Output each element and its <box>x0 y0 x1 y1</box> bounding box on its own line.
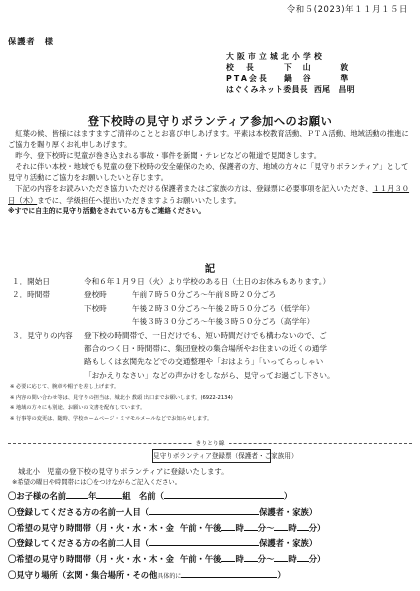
form-title-box: 見守りボランティア登録票（保護者・ご家族用） <box>152 449 271 463</box>
time-2-start-minute-field[interactable] <box>244 551 258 562</box>
letter-body <box>8 128 414 217</box>
form-intro: 城北小 児童の登下校の見守りボランティアに登録いたします。 <box>18 467 229 476</box>
sender-network: はぐくみネット委員長 西尾 昌明 <box>226 85 355 94</box>
form-row-child-name: 〇お子様の名前 年 組 名前（ ） <box>8 488 412 504</box>
schedule <box>84 288 314 328</box>
form-note: ※希望の曜日や時間帯には〇をつけながらご記入ください。 <box>12 479 181 486</box>
paragraph-instructions: 下記の内容をお読みいただき協力いただける保護者またはご家族の方は、登録票に必要事項を記入いただき、１１月３０日（木）までに、学級担任へ提出いただきますようお願いいたします。 <box>8 184 410 205</box>
time-1-end-minute-field[interactable] <box>297 520 309 531</box>
form-row-location: 〇見守り場所（玄関・集合場所・その他 具体的に ） <box>8 567 412 584</box>
issue-date: 令和５(2023)年１１月１５日 <box>286 4 408 14</box>
sender-school: 大阪市立城北小学校 <box>226 52 325 61</box>
time-2-start-hour-field[interactable] <box>221 551 235 562</box>
form-row-registrant-2: 〇登録してくださる方の名前二人目（ 保護者・家族） <box>8 535 412 551</box>
time-1-end-hour-field[interactable] <box>274 520 288 531</box>
item-time-slot: ２．時間帯 登校時 午前７時５０分ごろ～午前８時２０分ごろ 下校時 午後２時３０分ごろ～午後２時５０分ごろ（低学年） 午後３時３０分ごろ～午後３時５０分ごろ（高学年） <box>12 288 416 328</box>
sender-pta: PTA会長 鍋 谷 準 <box>226 74 350 83</box>
child-name-field[interactable] <box>164 488 284 499</box>
ki-heading: 記 <box>204 263 216 275</box>
activity-description: 登下校の時間帯で、一日だけでも、短い時間だけでも構わないので、ご 都合のつく日・時間帯に、集団登校の集合場所やお住まいの近くの通学 路もしくは玄関先などでの交通整理や「おはよう」「いってらっしゃい 「おかえりなさい」などの声かけをしながら、見守ってお過ごし下さい。 <box>84 330 335 380</box>
class-field[interactable] <box>96 488 122 499</box>
registrant-1-name-field[interactable] <box>149 504 259 515</box>
schedule-afternoon-lower: 下校時 午後２時３０分ごろ～午後２時５０分ごろ（低学年） <box>84 303 315 313</box>
grade-field[interactable] <box>66 488 88 499</box>
item-start-date: １．開始日 令和６年１月９日（火）より学校のある日（土日のお休みもあります。） <box>12 277 331 286</box>
registration-form <box>8 488 412 584</box>
registrant-2-name-field[interactable] <box>149 535 259 546</box>
time-1-start-hour-field[interactable] <box>221 520 235 531</box>
document-title: 登下校時の見守りボランティア参加へのお願い <box>87 115 333 128</box>
sender-principal: 校 長 下 山 敦 <box>226 63 350 72</box>
paragraph-note: ※すでに自主的に見守り活動をされている方もご連絡ください。 <box>8 206 206 215</box>
form-row-registrant-1: 〇登録してくださる方の名前一人目（ 保護者・家族） <box>8 504 412 520</box>
time-1-start-minute-field[interactable] <box>244 520 258 531</box>
sender-block <box>226 51 355 95</box>
note-changes: ※ 行事等の変更は、随時、学校ホームページ・ミマモルメールなどでお知らせします。 <box>10 415 213 422</box>
time-2-end-minute-field[interactable] <box>297 551 309 562</box>
time-2-end-hour-field[interactable] <box>274 551 288 562</box>
notes-list <box>10 382 414 424</box>
cut-line <box>0 438 420 448</box>
form-row-time-1: 〇希望の見守り時間帯（月・火・水・木・金 午前・午後 時 分～ 時 分） <box>8 520 412 536</box>
note-community: ※ 地域の方々にも別途、お願いの文書を配布しています。 <box>10 405 146 411</box>
schedule-morning: 登校時 午前７時５０分ごろ～午前８時２０分ごろ <box>84 290 277 300</box>
recipient: 保護者 様 <box>8 36 54 46</box>
paragraph-greeting: 紅葉の候、皆様にはますますご清祥のこととお喜び申しあげます。平素は本校教育活動、ＰＴＡ活動、地域活動の推進にご協力を賜り厚くお礼申しあげます。 <box>8 129 409 150</box>
paragraph-news: 昨今、登下校時に児童が巻き込まれる事故・事件を新聞・テレビなどの報道で見聞きします。 <box>15 151 322 161</box>
details-list <box>12 275 416 382</box>
note-contact: ※ 内容の問い合わせ等は、見守りの担当は、城北小 教頭 出口までお願いします。(6922-2134) <box>10 394 233 401</box>
deadline-date: １１月３０日（木） <box>8 184 410 205</box>
item-activity: ３．見守りの内容 登下校の時間帯で、一日だけでも、短い時間だけでも構わないので、ご 都合のつく日・時間帯に、集団登校の集合場所やお住まいの近くの通学 路もしくは玄関先などでの交通整理や「おはよう」「いってらっしゃい 「おかえりなさい」などの声かけをしながら、見守ってお過ごし下さい。 <box>12 329 416 383</box>
location-field[interactable] <box>181 567 277 578</box>
note-armband: ※ 必要に応じて、腕章や帽子を差し上げます。 <box>10 384 120 390</box>
form-row-time-2: 〇希望の見守り時間帯（月・火・水・木・金 午前・午後 時 分～ 時 分） <box>8 551 412 567</box>
cut-line-label: きりとり線 <box>192 441 229 447</box>
paragraph-request: それに伴い本校・地域でも児童の登下校時の安全確保のため、保護者の方、地域の方々に「見守りボランティア」として見守り活動にご協力をお願いしたいと存じます。 <box>8 162 409 183</box>
schedule-afternoon-upper: 午後３時３０分ごろ～午後３時５０分ごろ（高学年） <box>132 317 315 327</box>
